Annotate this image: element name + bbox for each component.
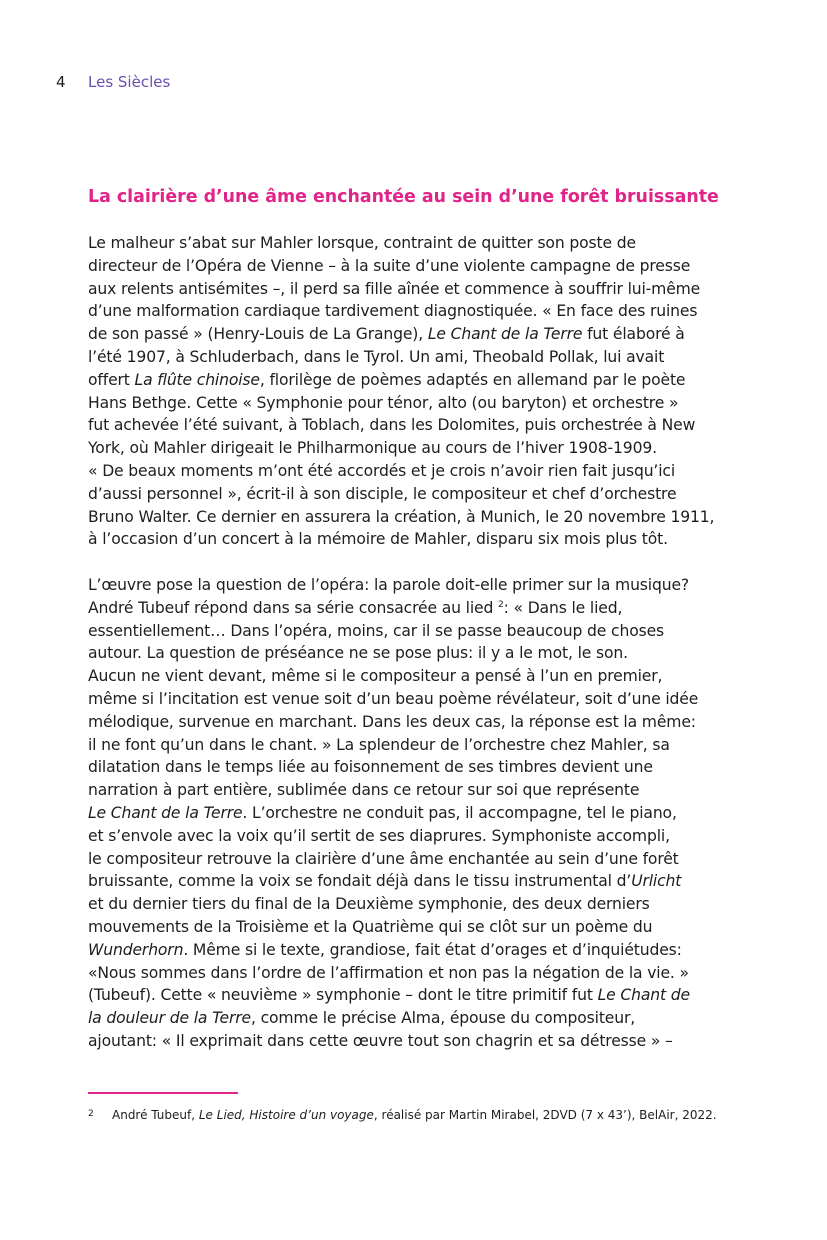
text-run: Le malheur s’abat sur Mahler lorsque, contraint de quitter son poste de bbox=[88, 234, 636, 252]
text-line bbox=[88, 232, 748, 255]
text-run: Aucun ne vient devant, même si le compositeur a pensé à l’un en premier, bbox=[88, 667, 663, 686]
text-line bbox=[88, 825, 748, 848]
text-run: , florilège de poèmes adaptés en allemand par le poète bbox=[259, 370, 686, 389]
text-run: directeur de l’Opéra de Vienne – à la suite d’une violente campagne de presse bbox=[88, 256, 691, 275]
text-line bbox=[88, 734, 748, 757]
text-line bbox=[88, 893, 748, 916]
text-run: Hans Bethge. Cette « Symphonie pour ténor, alto (ou baryton) et orchestre » bbox=[88, 393, 679, 412]
text-line bbox=[88, 278, 748, 301]
text-run: Bruno Walter. Ce dernier en assurera la création, à Munich, le 20 novembre 1911, bbox=[88, 507, 715, 526]
footnote-text-2: , réalisé par Martin Mirabel, 2DVD (7 x 43’), BelAir, 2022. bbox=[373, 1108, 717, 1122]
text-run: . Même si le texte, grandiose, fait état d’orages et d’inquiétudes: bbox=[183, 940, 682, 959]
text-run: , comme le précise Alma, épouse du compositeur, bbox=[250, 1009, 636, 1028]
text-run: et s’envole avec la voix qu’il sertit de ses diaprures. Symphoniste accompli, bbox=[88, 826, 670, 845]
text-run: l’été 1907, à Schluderbach, dans le Tyrol. Un ami, Theobald Pollak, lui avait bbox=[88, 347, 665, 366]
text-run: fut élaboré à bbox=[582, 325, 685, 344]
text-run: fut achevée l’été suivant, à Toblach, dans les Dolomites, puis orchestrée à New bbox=[88, 416, 696, 435]
text-line bbox=[88, 939, 748, 962]
text-run: narration à part entière, sublimée dans ce retour sur soi que représente bbox=[88, 781, 640, 800]
text-run: à l’occasion d’un concert à la mémoire de Mahler, disparu six mois plus tôt. bbox=[88, 530, 668, 549]
article-body bbox=[88, 232, 748, 1053]
paragraph-1 bbox=[88, 232, 748, 551]
footnote-title: Le Lied, Histoire d’un voyage bbox=[198, 1108, 374, 1122]
text-run: il ne font qu’un dans le chant. » La splendeur de l’orchestre chez Mahler, sa bbox=[88, 735, 670, 754]
italic-title: Le Chant de la Terre bbox=[427, 325, 583, 344]
text-line bbox=[88, 346, 748, 369]
text-run: essentiellement… Dans l’opéra, moins, car il se passe beaucoup de choses bbox=[88, 621, 664, 640]
footnote bbox=[88, 1106, 768, 1123]
text-line bbox=[88, 848, 748, 871]
section-heading: La clairière d’une âme enchantée au sein d’une forêt bruissante bbox=[88, 187, 719, 207]
text-line bbox=[88, 437, 748, 460]
text-line bbox=[88, 369, 748, 392]
paragraph-2 bbox=[88, 574, 748, 1053]
text-line bbox=[88, 642, 748, 665]
text-run: L’œuvre pose la question de l’opéra: la parole doit-elle primer sur la musique? bbox=[88, 575, 690, 594]
italic-title: Wunderhorn bbox=[88, 940, 184, 959]
text-run: ajoutant: « Il exprimait dans cette œuvre tout son chagrin et sa détresse » – bbox=[88, 1031, 673, 1050]
italic-title: La flûte chinoise bbox=[134, 370, 260, 389]
text-line bbox=[88, 300, 748, 323]
text-run: de son passé » (Henry-Louis de La Grange), bbox=[88, 325, 428, 344]
text-line bbox=[88, 323, 748, 346]
text-run: le compositeur retrouve la clairière d’une âme enchantée au sein d’une forêt bbox=[88, 849, 679, 868]
footnote-ref: 2 bbox=[498, 599, 504, 610]
page-number: 4 bbox=[56, 73, 66, 91]
text-line bbox=[88, 665, 748, 688]
text-line bbox=[88, 779, 748, 802]
text-run: d’une malformation cardiaque tardivement diagnostiquée. « En face des ruines bbox=[88, 302, 698, 321]
text-run: d’aussi personnel », écrit-il à son disciple, le compositeur et chef d’orchestre bbox=[88, 484, 677, 503]
text-line bbox=[88, 574, 748, 597]
text-run: : « Dans le lied, bbox=[503, 598, 623, 617]
text-line bbox=[88, 962, 748, 985]
text-line bbox=[88, 506, 748, 529]
text-line bbox=[88, 1030, 748, 1053]
section-name: Les Siècles bbox=[88, 73, 171, 91]
text-line bbox=[88, 1007, 748, 1030]
text-run: André Tubeuf répond dans sa série consacrée au lied bbox=[88, 598, 499, 617]
text-line bbox=[88, 255, 748, 278]
italic-title: Urlicht bbox=[631, 872, 682, 891]
text-line bbox=[88, 802, 748, 825]
text-run: « De beaux moments m’ont été accordés et je crois n’avoir rien fait jusqu’ici bbox=[88, 461, 676, 480]
text-line bbox=[88, 483, 748, 506]
text-run: (Tubeuf). Cette « neuvième » symphonie – dont le titre primitif fut bbox=[88, 986, 598, 1005]
text-run: bruissante, comme la voix se fondait déjà dans le tissu instrumental d’ bbox=[88, 872, 632, 891]
running-header bbox=[56, 72, 170, 92]
text-line bbox=[88, 916, 748, 939]
text-line bbox=[88, 688, 748, 711]
paragraph-gap bbox=[88, 551, 748, 574]
footnote-text-1: André Tubeuf, bbox=[112, 1108, 199, 1122]
text-run: York, où Mahler dirigeait le Philharmonique au cours de l’hiver 1908-1909. bbox=[88, 439, 657, 458]
text-line bbox=[88, 620, 748, 643]
text-line bbox=[88, 984, 748, 1007]
text-run: autour. La question de préséance ne se pose plus: il y a le mot, le son. bbox=[88, 644, 628, 663]
text-run: et du dernier tiers du final de la Deuxième symphonie, des deux derniers bbox=[88, 895, 650, 914]
text-run: dilatation dans le temps liée au foisonnement de ses timbres devient une bbox=[88, 758, 653, 777]
text-run: mouvements de la Troisième et la Quatrième qui se clôt sur un poème du bbox=[88, 917, 653, 936]
footnote-rule bbox=[88, 1092, 238, 1094]
text-line bbox=[88, 392, 748, 415]
text-line bbox=[88, 756, 748, 779]
text-run: offert bbox=[88, 370, 135, 389]
text-run: mélodique, survenue en marchant. Dans les deux cas, la réponse est la même: bbox=[88, 712, 696, 731]
text-run: même si l’incitation est venue soit d’un beau poème révélateur, soit d’une idée bbox=[88, 689, 699, 708]
text-run: . L’orchestre ne conduit pas, il accompagne, tel le piano, bbox=[242, 803, 677, 822]
text-run: «Nous sommes dans l’ordre de l’affirmation et non pas la négation de la vie. » bbox=[88, 963, 689, 982]
text-line bbox=[88, 460, 748, 483]
text-line bbox=[88, 528, 748, 551]
text-line bbox=[88, 870, 748, 893]
text-line bbox=[88, 711, 748, 734]
footnote-mark: 2 bbox=[88, 1109, 94, 1119]
text-line bbox=[88, 597, 748, 620]
text-line bbox=[88, 414, 748, 437]
text-run: aux relents antisémites –, il perd sa fille aînée et commence à souffrir lui-même bbox=[88, 279, 701, 298]
italic-title: Le Chant de bbox=[597, 986, 691, 1005]
italic-title: la douleur de la Terre bbox=[88, 1009, 251, 1028]
italic-title: Le Chant de la Terre bbox=[88, 803, 243, 822]
